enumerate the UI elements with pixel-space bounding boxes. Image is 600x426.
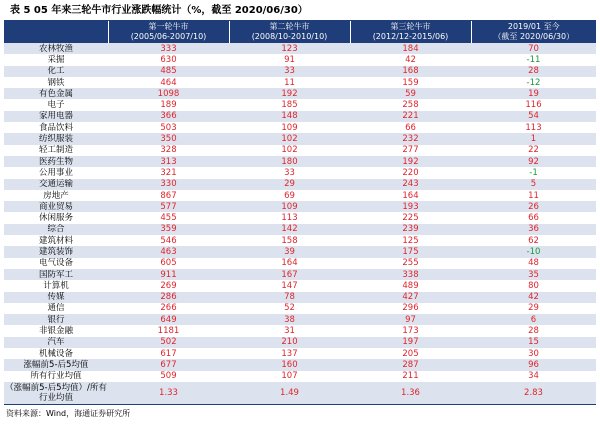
value-cell-col-2: 148 bbox=[229, 111, 350, 122]
value-cell-col-1: 321 bbox=[108, 167, 229, 178]
table-row bbox=[4, 133, 596, 144]
value-cell-col-4: 6 bbox=[471, 314, 596, 325]
value-cell-col-2: 33 bbox=[229, 66, 350, 77]
value-cell-col-2: 180 bbox=[229, 156, 350, 167]
value-cell-col-2: 31 bbox=[229, 325, 350, 336]
value-cell-col-1: 286 bbox=[108, 292, 229, 303]
table-row bbox=[4, 66, 596, 77]
report-page bbox=[0, 2, 600, 426]
value-cell-col-2: 102 bbox=[229, 133, 350, 144]
header-cell-bull-1 bbox=[108, 21, 229, 43]
table-row bbox=[4, 167, 596, 178]
value-cell-col-3: 232 bbox=[350, 133, 471, 144]
header-row bbox=[4, 21, 596, 43]
value-cell-col-4: 28 bbox=[471, 66, 596, 77]
header-line-2: （截至 2020/06/30） bbox=[493, 32, 575, 41]
value-cell-col-1: 313 bbox=[108, 156, 229, 167]
value-cell-col-2: 167 bbox=[229, 269, 350, 280]
source-note: 资料来源：Wind，海通证券研究所 bbox=[6, 408, 131, 418]
value-cell-col-1: 455 bbox=[108, 212, 229, 223]
header-line-1: 第二轮牛市 bbox=[269, 22, 310, 31]
industry-name-cell: 房地产 bbox=[4, 190, 108, 201]
header-line-1: 2019/01 至今 bbox=[507, 22, 560, 31]
value-cell-col-3: 197 bbox=[350, 337, 471, 348]
industry-name-cell: 农林牧渔 bbox=[4, 43, 108, 54]
industry-name-cell: 休闲服务 bbox=[4, 212, 108, 223]
value-cell-col-1: 366 bbox=[108, 111, 229, 122]
industry-name-cell: 综合 bbox=[4, 224, 108, 235]
value-cell-col-4: 113 bbox=[471, 122, 596, 133]
value-cell-col-3: 287 bbox=[350, 359, 471, 370]
value-cell-col-4: 92 bbox=[471, 156, 596, 167]
value-cell-col-1: 1181 bbox=[108, 325, 229, 336]
value-cell-col-1: 330 bbox=[108, 179, 229, 190]
value-cell-col-3: 221 bbox=[350, 111, 471, 122]
table-row bbox=[4, 359, 596, 370]
value-cell-col-2: 142 bbox=[229, 224, 350, 235]
value-cell-col-2: 137 bbox=[229, 348, 350, 359]
industry-name-cell: 采掘 bbox=[4, 54, 108, 65]
table-row bbox=[4, 224, 596, 235]
value-cell-col-4: -11 bbox=[471, 54, 596, 65]
value-cell-col-2: 164 bbox=[229, 258, 350, 269]
table-row bbox=[4, 314, 596, 325]
value-cell-col-4: 116 bbox=[471, 99, 596, 110]
value-cell-col-3: 66 bbox=[350, 122, 471, 133]
value-cell-col-3: 489 bbox=[350, 280, 471, 291]
value-cell-col-4: 11 bbox=[471, 190, 596, 201]
value-cell-col-1: 328 bbox=[108, 145, 229, 156]
table-row bbox=[4, 371, 596, 382]
value-cell-col-2: 78 bbox=[229, 292, 350, 303]
table-row bbox=[4, 382, 596, 405]
value-cell-col-3: 97 bbox=[350, 314, 471, 325]
industry-name-cell: （涨幅前5-后5均值）/所有行业均值 bbox=[5, 382, 107, 403]
table-row bbox=[4, 235, 596, 246]
value-cell-col-3: 225 bbox=[350, 212, 471, 223]
value-cell-col-1: 577 bbox=[108, 201, 229, 212]
value-cell-col-1: 509 bbox=[108, 371, 229, 382]
value-cell-col-4: 96 bbox=[471, 359, 596, 370]
value-cell-col-2: 210 bbox=[229, 337, 350, 348]
value-cell-col-1: 605 bbox=[108, 258, 229, 269]
industry-name-cell: 公用事业 bbox=[4, 167, 108, 178]
industry-name-cell: 交通运输 bbox=[4, 179, 108, 190]
value-cell-col-3: 239 bbox=[350, 224, 471, 235]
table-row bbox=[4, 77, 596, 88]
industry-name-cell: 汽车 bbox=[4, 337, 108, 348]
value-cell-col-3: 175 bbox=[350, 246, 471, 257]
value-cell-col-1: 333 bbox=[108, 43, 229, 54]
industry-name-cell: 计算机 bbox=[4, 280, 108, 291]
value-cell-col-2: 107 bbox=[229, 371, 350, 382]
value-cell-col-4: 34 bbox=[471, 371, 596, 382]
table-row bbox=[4, 212, 596, 223]
value-cell-col-2: 11 bbox=[229, 77, 350, 88]
value-cell-col-3: 277 bbox=[350, 145, 471, 156]
value-cell-col-3: 258 bbox=[350, 99, 471, 110]
value-cell-col-2: 29 bbox=[229, 179, 350, 190]
industry-name-cell: 医药生物 bbox=[4, 156, 108, 167]
value-cell-col-2: 192 bbox=[229, 88, 350, 99]
value-cell-col-1: 1.33 bbox=[108, 382, 229, 405]
table-row bbox=[4, 190, 596, 201]
value-cell-col-4: 35 bbox=[471, 269, 596, 280]
industry-name-cell: 纺织服装 bbox=[4, 133, 108, 144]
value-cell-col-4: 22 bbox=[471, 145, 596, 156]
value-cell-col-4: 5 bbox=[471, 179, 596, 190]
value-cell-col-4: 29 bbox=[471, 303, 596, 314]
value-cell-col-2: 158 bbox=[229, 235, 350, 246]
industry-name-cell: 钢铁 bbox=[4, 77, 108, 88]
value-cell-col-3: 205 bbox=[350, 348, 471, 359]
table-header bbox=[4, 21, 596, 43]
value-cell-col-2: 113 bbox=[229, 212, 350, 223]
value-cell-col-4: 19 bbox=[471, 88, 596, 99]
industry-name-cell: 国防军工 bbox=[4, 269, 108, 280]
value-cell-col-3: 427 bbox=[350, 292, 471, 303]
value-cell-col-2: 39 bbox=[229, 246, 350, 257]
value-cell-col-4: -12 bbox=[471, 77, 596, 88]
table-row bbox=[4, 99, 596, 110]
value-cell-col-1: 502 bbox=[108, 337, 229, 348]
industry-name-cell: 电气设备 bbox=[4, 258, 108, 269]
industry-name-cell: 家用电器 bbox=[4, 111, 108, 122]
industry-name-cell: 化工 bbox=[4, 66, 108, 77]
industry-name-cell: 所有行业均值 bbox=[4, 371, 108, 382]
value-cell-col-4: 80 bbox=[471, 280, 596, 291]
header-cell-bull-3 bbox=[350, 21, 471, 43]
value-cell-col-2: 160 bbox=[229, 359, 350, 370]
value-cell-col-1: 649 bbox=[108, 314, 229, 325]
value-cell-col-1: 1098 bbox=[108, 88, 229, 99]
table-row bbox=[4, 88, 596, 99]
value-cell-col-4: -1 bbox=[471, 167, 596, 178]
value-cell-col-4: 15 bbox=[471, 337, 596, 348]
value-cell-col-1: 463 bbox=[108, 246, 229, 257]
table-title: 表 5 05 年来三轮牛市行业涨跌幅统计（%，截至 2020/06/30） bbox=[4, 2, 596, 21]
value-cell-col-3: 125 bbox=[350, 235, 471, 246]
header-line-1: 第一轮牛市 bbox=[148, 22, 189, 31]
table-row bbox=[4, 179, 596, 190]
value-cell-col-3: 211 bbox=[350, 371, 471, 382]
value-cell-col-3: 338 bbox=[350, 269, 471, 280]
value-cell-col-2: 147 bbox=[229, 280, 350, 291]
value-cell-col-4: 28 bbox=[471, 325, 596, 336]
industry-name-cell: 建筑装饰 bbox=[4, 246, 108, 257]
table-row bbox=[4, 269, 596, 280]
industry-name-cell: 商业贸易 bbox=[4, 201, 108, 212]
industry-name-cell: 银行 bbox=[4, 314, 108, 325]
table-row bbox=[4, 292, 596, 303]
value-cell-col-4: 62 bbox=[471, 235, 596, 246]
value-cell-col-1: 189 bbox=[108, 99, 229, 110]
table-row bbox=[4, 54, 596, 65]
table-row bbox=[4, 337, 596, 348]
value-cell-col-4: 42 bbox=[471, 292, 596, 303]
industry-name-cell: 机械设备 bbox=[4, 348, 108, 359]
value-cell-col-3: 159 bbox=[350, 77, 471, 88]
value-cell-col-4: 2.83 bbox=[471, 382, 596, 405]
value-cell-col-3: 42 bbox=[350, 54, 471, 65]
value-cell-col-2: 69 bbox=[229, 190, 350, 201]
table-row bbox=[4, 111, 596, 122]
value-cell-col-3: 168 bbox=[350, 66, 471, 77]
industry-name-cell: 涨幅前5-后5均值 bbox=[4, 359, 108, 370]
value-cell-col-3: 173 bbox=[350, 325, 471, 336]
value-cell-col-1: 911 bbox=[108, 269, 229, 280]
header-cell-bull-2 bbox=[229, 21, 350, 43]
table-row bbox=[4, 156, 596, 167]
value-cell-col-1: 350 bbox=[108, 133, 229, 144]
value-cell-col-4: 54 bbox=[471, 111, 596, 122]
value-cell-col-1: 677 bbox=[108, 359, 229, 370]
table-row bbox=[4, 122, 596, 133]
value-cell-col-3: 255 bbox=[350, 258, 471, 269]
header-cell-2019-to-date bbox=[471, 21, 596, 43]
industry-name-cell: 电子 bbox=[4, 99, 108, 110]
value-cell-col-4: 30 bbox=[471, 348, 596, 359]
value-cell-col-1: 617 bbox=[108, 348, 229, 359]
table-row bbox=[4, 280, 596, 291]
header-line-2: (2012/12-2015/06) bbox=[372, 32, 449, 41]
value-cell-col-3: 192 bbox=[350, 156, 471, 167]
header-line-2: (2005/06-2007/10) bbox=[130, 32, 207, 41]
industry-returns-table bbox=[4, 21, 596, 405]
value-cell-col-2: 109 bbox=[229, 122, 350, 133]
industry-name-cell: 食品饮料 bbox=[4, 122, 108, 133]
value-cell-col-2: 91 bbox=[229, 54, 350, 65]
value-cell-col-2: 1.49 bbox=[229, 382, 350, 405]
value-cell-col-1: 266 bbox=[108, 303, 229, 314]
value-cell-col-3: 59 bbox=[350, 88, 471, 99]
table-row bbox=[4, 43, 596, 54]
value-cell-col-3: 220 bbox=[350, 167, 471, 178]
header-line-2: (2008/10-2010/10) bbox=[251, 32, 328, 41]
header-cell-industry bbox=[4, 21, 108, 43]
table-row bbox=[4, 201, 596, 212]
value-cell-col-2: 123 bbox=[229, 43, 350, 54]
value-cell-col-4: 48 bbox=[471, 258, 596, 269]
industry-name-cell: 通信 bbox=[4, 303, 108, 314]
value-cell-col-1: 630 bbox=[108, 54, 229, 65]
value-cell-col-4: 66 bbox=[471, 212, 596, 223]
value-cell-col-1: 546 bbox=[108, 235, 229, 246]
value-cell-col-3: 184 bbox=[350, 43, 471, 54]
value-cell-col-4: -10 bbox=[471, 246, 596, 257]
value-cell-col-4: 70 bbox=[471, 43, 596, 54]
value-cell-col-1: 359 bbox=[108, 224, 229, 235]
table-body bbox=[4, 43, 596, 404]
table-row bbox=[4, 246, 596, 257]
value-cell-col-1: 464 bbox=[108, 77, 229, 88]
value-cell-col-2: 33 bbox=[229, 167, 350, 178]
table-row bbox=[4, 258, 596, 269]
value-cell-col-4: 36 bbox=[471, 224, 596, 235]
industry-name-cell: 建筑材料 bbox=[4, 235, 108, 246]
value-cell-col-3: 296 bbox=[350, 303, 471, 314]
value-cell-col-2: 102 bbox=[229, 145, 350, 156]
header-line-1: 第三轮牛市 bbox=[390, 22, 431, 31]
value-cell-col-4: 1 bbox=[471, 133, 596, 144]
value-cell-col-3: 243 bbox=[350, 179, 471, 190]
industry-name-cell: 非银金融 bbox=[4, 325, 108, 336]
table-row bbox=[4, 348, 596, 359]
value-cell-col-3: 164 bbox=[350, 190, 471, 201]
value-cell-col-3: 1.36 bbox=[350, 382, 471, 405]
value-cell-col-4: 26 bbox=[471, 201, 596, 212]
value-cell-col-2: 52 bbox=[229, 303, 350, 314]
value-cell-col-1: 503 bbox=[108, 122, 229, 133]
value-cell-col-1: 485 bbox=[108, 66, 229, 77]
value-cell-col-2: 109 bbox=[229, 201, 350, 212]
value-cell-col-3: 193 bbox=[350, 201, 471, 212]
value-cell-col-1: 269 bbox=[108, 280, 229, 291]
value-cell-col-1: 867 bbox=[108, 190, 229, 201]
industry-name-cell: 轻工制造 bbox=[4, 145, 108, 156]
table-row bbox=[4, 303, 596, 314]
industry-name-cell: 有色金属 bbox=[4, 88, 108, 99]
table-row bbox=[4, 325, 596, 336]
industry-name-cell: 传媒 bbox=[4, 292, 108, 303]
value-cell-col-2: 38 bbox=[229, 314, 350, 325]
table-row bbox=[4, 145, 596, 156]
value-cell-col-2: 185 bbox=[229, 99, 350, 110]
